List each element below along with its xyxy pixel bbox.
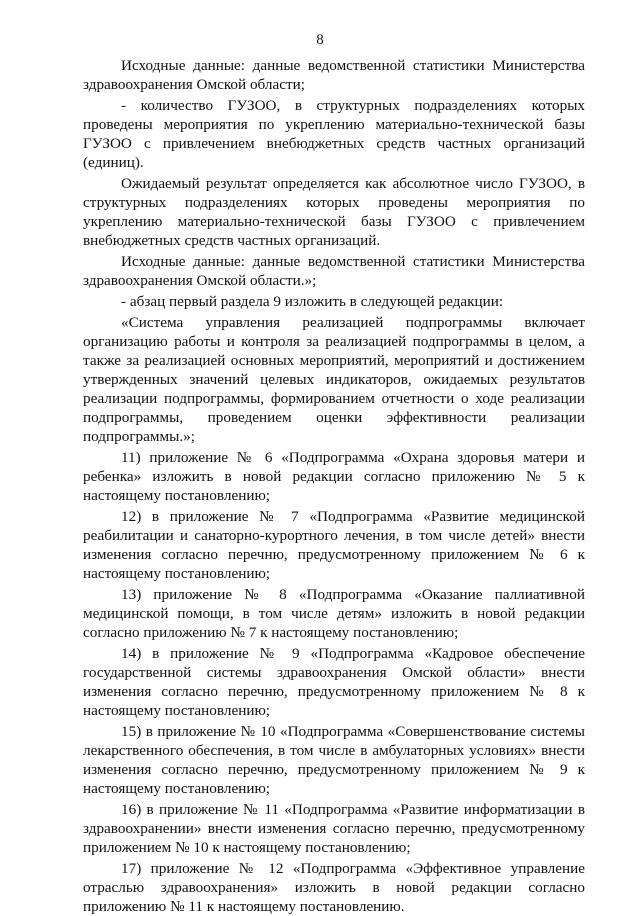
document-body [83,56,585,916]
paragraph: Исходные данные: данные ведомственной статистики Министерства здравоохранения Омской области; [83,57,585,93]
paragraph: 14) в приложение № 9 «Подпрограмма «Кадровое обеспечение государственной системы здравоохранения Омской области» внести изменения согласно перечню, предусмотренному приложением № 8 к настоящему постановлению; [83,645,585,719]
paragraph: - количество ГУЗОО, в структурных подразделениях которых проведены мероприятия по укреплению материально-технической базы ГУЗОО с привлечением внебюджетных средств частных организаций (единиц). [83,97,585,171]
paragraph: - абзац первый раздела 9 изложить в следующей редакции: [121,293,504,310]
paragraph: Исходные данные: данные ведомственной статистики Министерства здравоохранения Омской области.»; [83,253,585,289]
paragraph: 16) в приложение № 11 «Подпрограмма «Развитие информатизации в здравоохранении» внести изменения согласно перечню, предусмотренному приложением № 10 к настоящему постановлению; [83,801,585,856]
paragraph: 13) приложение № 8 «Подпрограмма «Оказание паллиативной медицинской помощи, в том числе детям» изложить в новой редакции согласно приложению № 7 к настоящему постановлению; [83,586,585,641]
paragraph: 17) приложение № 12 «Подпрограмма «Эффективное управление отраслью здравоохранения» изложить в новой редакции согласно приложению № 11 к настоящему постановлению. [83,860,585,915]
page-number: 8 [316,32,324,48]
paragraph: 15) в приложение № 10 «Подпрограмма «Совершенствование системы лекарственного обеспечения, в том числе в амбулаторных условиях» внести изменения согласно перечню, предусмотренному приложением № 9 к настоящему постановлению; [83,723,585,797]
paragraph: Ожидаемый результат определяется как абсолютное число ГУЗОО, в структурных подразделениях которых проведены мероприятия по укреплению материально-технической базы ГУЗОО с привлечением внебюджетных средств частных организаций. [83,175,585,249]
paragraph: 11) приложение № 6 «Подпрограмма «Охрана здоровья матери и ребенка» изложить в новой редакции согласно приложению № 5 к настоящему постановлению; [83,449,585,504]
paragraph: «Система управления реализацией подпрограммы включает организацию работы и контроля за реализацией подпрограммы в целом, а также за реализацией основных мероприятий, мероприятий и достижением утвержденных значений целевых индикаторов, ожидаемых результатов реализации подпрограммы, формированием отчетности о ходе реализации подпрограммы, проведением оценки эффективности реализации подпрограммы.»; [83,314,585,445]
paragraph: 12) в приложение № 7 «Подпрограмма «Развитие медицинской реабилитации и санаторно-курортного лечения, в том числе детей» внести изменения согласно перечню, предусмотренному приложением № 6 к настоящему постановлению; [83,508,585,582]
